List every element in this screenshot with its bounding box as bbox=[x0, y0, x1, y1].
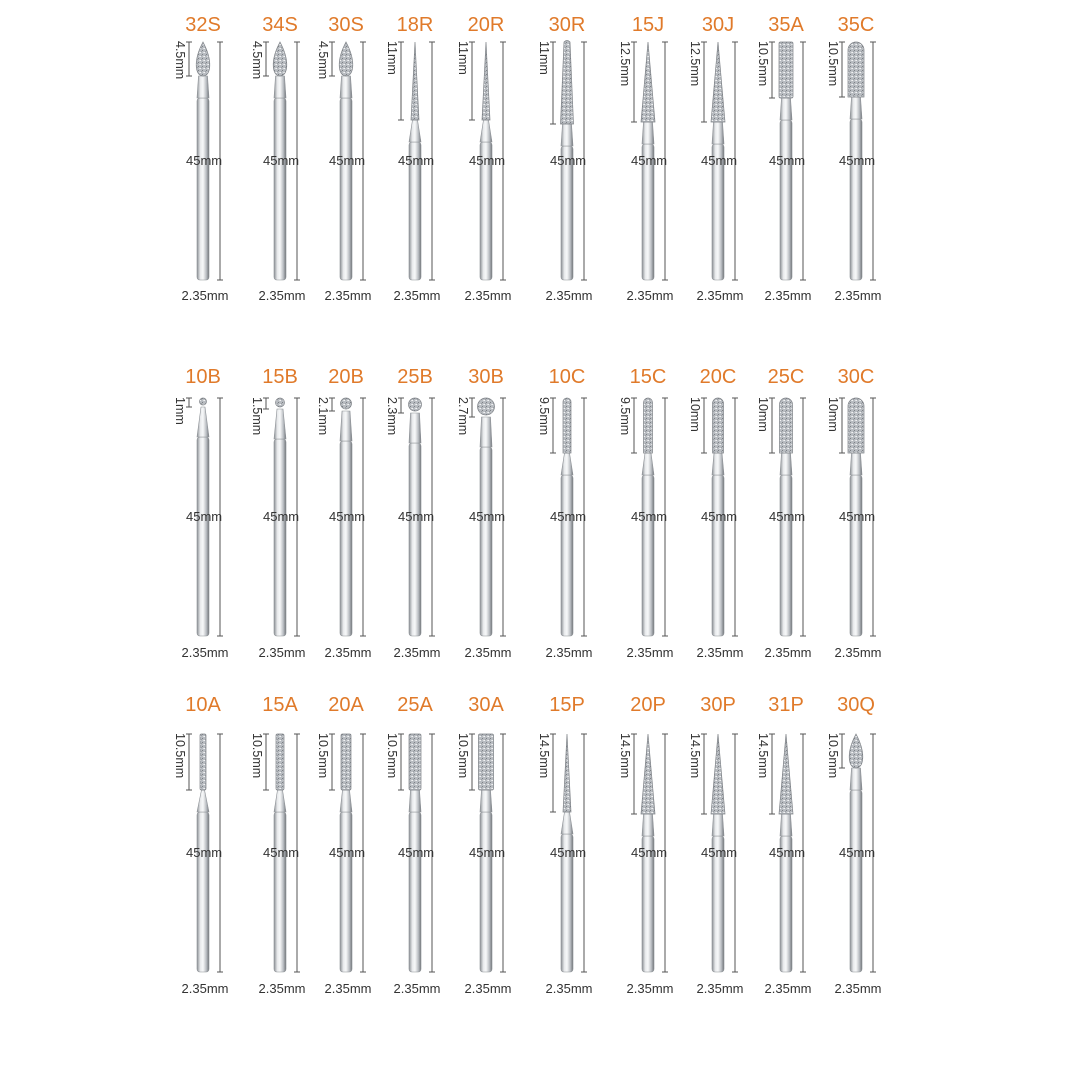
head-size-label: 10.5mm bbox=[756, 41, 770, 87]
bit-head bbox=[848, 398, 864, 453]
bit-neck bbox=[409, 413, 421, 443]
diameter-label: 2.35mm bbox=[764, 981, 812, 996]
bit-code-label: 20R bbox=[467, 14, 505, 36]
head-size-label: 14.5mm bbox=[618, 733, 632, 779]
bit-head bbox=[200, 398, 207, 405]
length-label: 45mm bbox=[186, 509, 223, 524]
bit-code-label: 20C bbox=[699, 366, 737, 388]
head-size-label: 11mm bbox=[456, 41, 470, 75]
bit-shank bbox=[340, 441, 352, 636]
diameter-label: 2.35mm bbox=[545, 645, 593, 660]
head-size-label: 12.5mm bbox=[688, 41, 702, 87]
bit-shank bbox=[561, 475, 573, 636]
bit-neck bbox=[850, 97, 862, 119]
length-label: 45mm bbox=[769, 845, 806, 860]
bit-shank bbox=[340, 98, 352, 280]
head-size-label: 10mm bbox=[688, 397, 702, 432]
head-size-label: 10.5mm bbox=[385, 733, 399, 779]
bit-head bbox=[276, 734, 284, 790]
length-label: 45mm bbox=[839, 509, 876, 524]
length-label: 45mm bbox=[631, 509, 668, 524]
diameter-label: 2.35mm bbox=[626, 288, 674, 303]
diameter-label: 2.35mm bbox=[324, 645, 372, 660]
bit-neck bbox=[340, 411, 352, 441]
bit-head bbox=[641, 734, 655, 814]
bit-head bbox=[848, 42, 864, 97]
bit-code-label: 32S bbox=[185, 14, 221, 36]
diameter-label: 2.35mm bbox=[181, 645, 229, 660]
bit-head bbox=[563, 398, 571, 453]
length-label: 45mm bbox=[469, 153, 506, 168]
head-size-label: 12.5mm bbox=[618, 41, 632, 87]
bit-shank bbox=[274, 812, 286, 972]
diameter-label: 2.35mm bbox=[464, 288, 512, 303]
bit-head bbox=[849, 734, 863, 768]
head-size-label: 1mm bbox=[173, 397, 187, 425]
bit-head bbox=[409, 398, 422, 411]
bit-neck bbox=[850, 453, 862, 475]
diameter-label: 2.35mm bbox=[464, 645, 512, 660]
bit-neck bbox=[850, 768, 862, 790]
bit-shank bbox=[780, 120, 792, 280]
length-label: 45mm bbox=[550, 845, 587, 860]
length-label: 45mm bbox=[701, 153, 738, 168]
bit-code-label: 35A bbox=[768, 14, 804, 36]
bit-neck bbox=[712, 453, 724, 475]
head-size-label: 4.5mm bbox=[173, 41, 187, 80]
bit-neck bbox=[340, 76, 352, 98]
bit-shank bbox=[197, 437, 209, 636]
bit-code-label: 18R bbox=[396, 14, 434, 36]
bit-code-label: 10B bbox=[185, 366, 221, 388]
diameter-label: 2.35mm bbox=[181, 981, 229, 996]
head-size-label: 11mm bbox=[385, 41, 399, 75]
length-label: 45mm bbox=[329, 845, 366, 860]
bit-shank bbox=[480, 812, 492, 972]
bit-neck bbox=[480, 790, 492, 812]
head-size-label: 9.5mm bbox=[618, 397, 632, 436]
head-size-label: 2.1mm bbox=[316, 397, 330, 436]
bit-code-label: 20A bbox=[328, 694, 364, 716]
head-size-label: 10.5mm bbox=[250, 733, 264, 779]
bit-neck bbox=[197, 76, 209, 98]
bit-head bbox=[713, 398, 724, 453]
bit-code-label: 30J bbox=[701, 14, 735, 36]
diameter-label: 2.35mm bbox=[696, 645, 744, 660]
length-label: 45mm bbox=[329, 509, 366, 524]
head-size-label: 4.5mm bbox=[250, 41, 264, 80]
head-size-label: 10.5mm bbox=[826, 733, 840, 779]
diameter-label: 2.35mm bbox=[834, 288, 882, 303]
bit-neck bbox=[274, 790, 286, 812]
bit-shank bbox=[642, 475, 654, 636]
bit-shank bbox=[850, 475, 862, 636]
diameter-label: 2.35mm bbox=[324, 981, 372, 996]
bit-head bbox=[273, 42, 287, 76]
bit-neck bbox=[712, 122, 724, 144]
length-label: 45mm bbox=[469, 845, 506, 860]
length-label: 45mm bbox=[701, 509, 738, 524]
head-size-label: 10.5mm bbox=[316, 733, 330, 779]
head-size-label: 14.5mm bbox=[688, 733, 702, 779]
head-size-label: 10mm bbox=[826, 397, 840, 432]
length-label: 45mm bbox=[186, 153, 223, 168]
length-label: 45mm bbox=[263, 509, 300, 524]
bit-head bbox=[200, 734, 206, 790]
diameter-label: 2.35mm bbox=[324, 288, 372, 303]
bit-shank bbox=[197, 812, 209, 972]
bit-code-label: 25A bbox=[397, 694, 433, 716]
diameter-label: 2.35mm bbox=[626, 981, 674, 996]
bit-head bbox=[196, 42, 210, 76]
bit-code-label: 25B bbox=[397, 366, 433, 388]
bit-head bbox=[780, 398, 793, 453]
bit-code-label: 34S bbox=[262, 14, 298, 36]
head-size-label: 14.5mm bbox=[756, 733, 770, 779]
length-label: 45mm bbox=[398, 153, 435, 168]
bit-head bbox=[563, 734, 571, 812]
diameter-label: 2.35mm bbox=[696, 288, 744, 303]
diameter-label: 2.35mm bbox=[393, 645, 441, 660]
head-size-label: 11mm bbox=[537, 41, 551, 75]
length-label: 45mm bbox=[263, 845, 300, 860]
length-label: 45mm bbox=[469, 509, 506, 524]
length-label: 45mm bbox=[550, 153, 587, 168]
bit-shank bbox=[274, 439, 286, 636]
head-size-label: 9.5mm bbox=[537, 397, 551, 436]
diameter-label: 2.35mm bbox=[696, 981, 744, 996]
bit-shank bbox=[409, 812, 421, 972]
bit-code-label: 15B bbox=[262, 366, 298, 388]
bit-head bbox=[711, 42, 725, 122]
bit-shank bbox=[780, 475, 792, 636]
bit-head bbox=[644, 398, 653, 453]
bit-code-label: 30S bbox=[328, 14, 364, 36]
bit-neck bbox=[642, 814, 654, 836]
bit-head bbox=[641, 42, 655, 122]
bit-head bbox=[711, 734, 725, 814]
length-label: 45mm bbox=[769, 153, 806, 168]
bit-code-label: 30P bbox=[700, 694, 736, 716]
bit-code-label: 15A bbox=[262, 694, 298, 716]
bit-neck bbox=[197, 790, 209, 812]
bit-neck bbox=[197, 407, 209, 437]
diameter-label: 2.35mm bbox=[181, 288, 229, 303]
bit-shank bbox=[409, 443, 421, 636]
bit-code-label: 30R bbox=[548, 14, 586, 36]
bit-code-label: 25C bbox=[767, 366, 805, 388]
bit-neck bbox=[409, 120, 421, 142]
bit-head bbox=[339, 42, 353, 76]
length-label: 45mm bbox=[631, 845, 668, 860]
head-size-label: 10mm bbox=[756, 397, 770, 432]
bit-shank bbox=[850, 119, 862, 280]
bit-code-label: 10A bbox=[185, 694, 221, 716]
bit-neck bbox=[780, 453, 792, 475]
diameter-label: 2.35mm bbox=[258, 645, 306, 660]
bit-neck bbox=[642, 453, 654, 475]
bit-head bbox=[276, 398, 285, 407]
bit-shank bbox=[274, 98, 286, 280]
bit-code-label: 30B bbox=[468, 366, 504, 388]
length-label: 45mm bbox=[329, 153, 366, 168]
bit-head bbox=[561, 41, 574, 125]
bit-code-label: 30A bbox=[468, 694, 504, 716]
bit-head bbox=[779, 734, 793, 814]
bit-code-label: 35C bbox=[837, 14, 875, 36]
bit-code-label: 31P bbox=[768, 694, 804, 716]
bit-code-label: 10C bbox=[548, 366, 586, 388]
bit-neck bbox=[340, 790, 352, 812]
bit-head bbox=[479, 734, 494, 790]
bit-shank bbox=[340, 812, 352, 972]
head-size-label: 10.5mm bbox=[826, 41, 840, 87]
bit-code-label: 15J bbox=[631, 14, 665, 36]
head-size-label: 10.5mm bbox=[173, 733, 187, 779]
head-size-label: 2.3mm bbox=[385, 397, 399, 436]
bit-neck bbox=[561, 453, 573, 475]
bit-neck bbox=[480, 120, 492, 142]
bit-code-label: 15P bbox=[549, 694, 585, 716]
bit-code-label: 15C bbox=[629, 366, 667, 388]
bit-shank bbox=[197, 98, 209, 280]
diameter-label: 2.35mm bbox=[258, 288, 306, 303]
diameter-label: 2.35mm bbox=[545, 288, 593, 303]
length-label: 45mm bbox=[839, 153, 876, 168]
bit-shank bbox=[712, 475, 724, 636]
length-label: 45mm bbox=[263, 153, 300, 168]
bit-neck bbox=[642, 122, 654, 144]
length-label: 45mm bbox=[769, 509, 806, 524]
head-size-label: 14.5mm bbox=[537, 733, 551, 779]
diameter-label: 2.35mm bbox=[764, 288, 812, 303]
bit-head bbox=[779, 42, 793, 98]
length-label: 45mm bbox=[839, 845, 876, 860]
head-size-label: 1.5mm bbox=[250, 397, 264, 436]
bit-neck bbox=[712, 814, 724, 836]
diameter-label: 2.35mm bbox=[626, 645, 674, 660]
bit-neck bbox=[274, 409, 286, 439]
bit-neck bbox=[780, 814, 792, 836]
diameter-label: 2.35mm bbox=[258, 981, 306, 996]
bit-head bbox=[341, 398, 352, 409]
length-label: 45mm bbox=[186, 845, 223, 860]
length-label: 45mm bbox=[701, 845, 738, 860]
head-size-label: 2.7mm bbox=[456, 397, 470, 436]
diameter-label: 2.35mm bbox=[834, 645, 882, 660]
length-label: 45mm bbox=[398, 509, 435, 524]
diameter-label: 2.35mm bbox=[464, 981, 512, 996]
bit-shank bbox=[480, 447, 492, 636]
bit-neck bbox=[480, 417, 492, 447]
bit-head bbox=[478, 398, 495, 415]
length-label: 45mm bbox=[631, 153, 668, 168]
diameter-label: 2.35mm bbox=[393, 288, 441, 303]
head-size-label: 10.5mm bbox=[456, 733, 470, 779]
bit-code-label: 30C bbox=[837, 366, 875, 388]
bit-neck bbox=[780, 98, 792, 120]
bit-shank bbox=[850, 790, 862, 972]
diameter-label: 2.35mm bbox=[764, 645, 812, 660]
bit-neck bbox=[561, 124, 573, 146]
diameter-label: 2.35mm bbox=[834, 981, 882, 996]
diameter-label: 2.35mm bbox=[393, 981, 441, 996]
length-label: 45mm bbox=[550, 509, 587, 524]
bit-code-label: 30Q bbox=[837, 694, 875, 716]
bit-code-label: 20B bbox=[328, 366, 364, 388]
bit-neck bbox=[409, 790, 421, 812]
bit-code-label: 20P bbox=[630, 694, 666, 716]
bit-head bbox=[409, 734, 421, 790]
bit-head bbox=[341, 734, 351, 790]
bit-neck bbox=[561, 812, 573, 834]
length-label: 45mm bbox=[398, 845, 435, 860]
head-size-label: 4.5mm bbox=[316, 41, 330, 80]
bit-neck bbox=[274, 76, 286, 98]
diameter-label: 2.35mm bbox=[545, 981, 593, 996]
bit-head bbox=[411, 42, 419, 120]
bit-head bbox=[482, 42, 490, 120]
